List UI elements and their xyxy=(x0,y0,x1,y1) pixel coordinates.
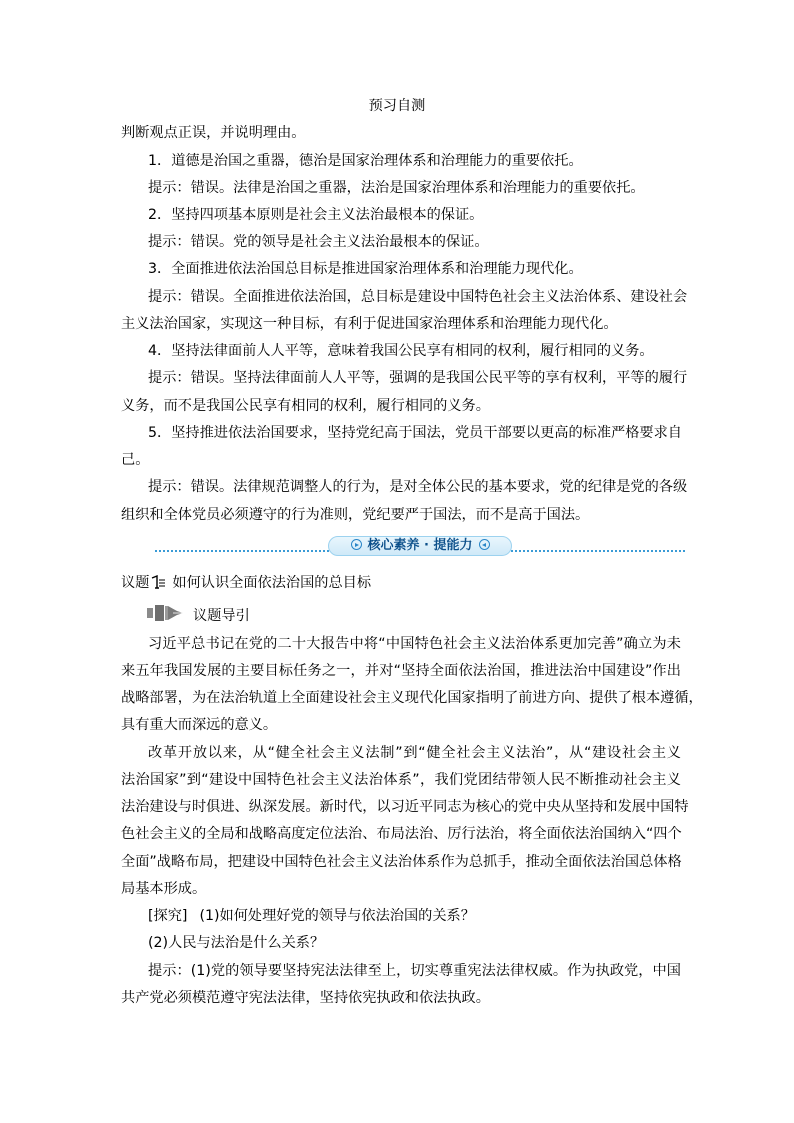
para2-line-2: 法治国家”到“建设中国特色社会主义法治体系”，我们党团结带领人民不断推动社会主义 xyxy=(121,772,681,788)
para2-line-6: 局基本形成。 xyxy=(121,881,207,897)
answer-5-line-1: 提示：错误。法律规范调整人的行为，是对全体公民的基本要求，党的纪律是党的各级 xyxy=(148,479,688,495)
question-2: 2．坚持四项基本原则是社会主义法治最根本的保证。 xyxy=(148,207,484,223)
answer-2: 提示：错误。党的领导是社会主义法治最根本的保证。 xyxy=(148,234,489,250)
answer-3-line-1: 提示：错误。全面推进依法治国，总目标是建设中国特色社会主义法治体系、建设社会 xyxy=(148,289,688,305)
banner-label: 核心素养 · 提能力 xyxy=(367,538,473,553)
para1-line-4: 具有重大而深远的意义。 xyxy=(121,717,278,733)
guide-title: 议题导引 xyxy=(193,608,250,624)
para2-line-3: 法治建设与时俱进、纵深发展。新时代，以习近平同志为核心的党中央从坚持和发展中国特 xyxy=(121,799,689,815)
explore-label: [探究] xyxy=(148,908,188,924)
answer-line-1: 提示：(1)党的领导要坚持宪法法律至上，切实尊重宪法法律权威。作为执政党，中国 xyxy=(148,963,681,979)
answer-4-line-1: 提示：错误。坚持法律面前人人平等，强调的是我国公民平等的享有权利，平等的履行 xyxy=(148,370,688,386)
answer-1: 提示：错误。法律是治国之重器，法治是国家治理体系和治理能力的重要依托。 xyxy=(148,180,645,196)
section-title: 预习自测 xyxy=(368,98,426,114)
para2-line-4: 色社会主义的全局和战略高度定位法治、布局法治、厉行法治，将全面依法治国纳入“四个 xyxy=(121,826,682,842)
explore-question-1 xyxy=(148,906,708,926)
pen-nib-icon xyxy=(147,602,191,624)
topic-heading xyxy=(121,573,681,593)
arrow-right-circle-icon xyxy=(351,539,362,550)
question-1: 1．道德是治国之重器，德治是国家治理体系和治理能力的重要依托。 xyxy=(148,153,583,169)
answer-4-line-2: 义务，而不是我国公民享有相同的权利，履行相同的义务。 xyxy=(121,398,490,414)
question-4: 4．坚持法律面前人人平等，意味着我国公民享有相同的权利，履行相同的义务。 xyxy=(148,343,654,359)
topic-prefix: 议题 xyxy=(121,575,150,591)
para1-line-1: 习近平总书记在党的二十大报告中将“中国特色社会主义法治体系更加完善”确立为未 xyxy=(148,636,681,652)
answer-3-line-2: 主义法治国家，实现这一种目标，有利于促进国家治理体系和治理能力现代化。 xyxy=(121,316,618,332)
explore-q1: (1)如何处理好党的领导与依法治国的关系？ xyxy=(199,908,475,924)
question-3: 3．全面推进依法治国总目标是推进国家治理体系和治理能力现代化。 xyxy=(148,261,583,277)
explore-question-2: (2)人民与法治是什么关系？ xyxy=(148,935,325,951)
para2-line-1: 改革开放以来，从“健全社会主义法制”到“健全社会主义法治”，从“建设社会主义 xyxy=(148,745,681,761)
answer-5-line-2: 组织和全体党员必须遵守的行为准则，党纪要严于国法，而不是高于国法。 xyxy=(121,507,590,523)
para1-line-2: 来五年我国发展的主要目标任务之一，并对“坚持全面依法治国，推进法治中国建设”作出 xyxy=(121,663,681,679)
question-5-line-2: 己。 xyxy=(121,452,150,468)
topic-title: 如何认识全面依法治国的总目标 xyxy=(172,575,372,591)
para1-line-3: 战略部署，为在法治轨道上全面建设社会主义现代化国家指明了前进方向、提供了根本遵循， xyxy=(121,690,703,706)
banner-pill xyxy=(328,536,512,556)
answer-line-2: 共产党必须模范遵守宪法法律，坚持依宪执政和依法执政。 xyxy=(121,990,490,1006)
question-5-line-1: 5．坚持推进依法治国要求，坚持党纪高于国法，党员干部要以更高的标准严格要求自 xyxy=(148,425,682,441)
arrow-left-circle-icon xyxy=(479,539,490,550)
sequence-one-icon xyxy=(150,575,166,589)
instruction-text: 判断观点正误，并说明理由。 xyxy=(121,125,306,141)
para2-line-5: 全面”战略布局，把建设中国特色社会主义法治体系作为总抓手，推动全面依法治国总体格 xyxy=(121,854,682,870)
section-banner xyxy=(155,536,685,556)
